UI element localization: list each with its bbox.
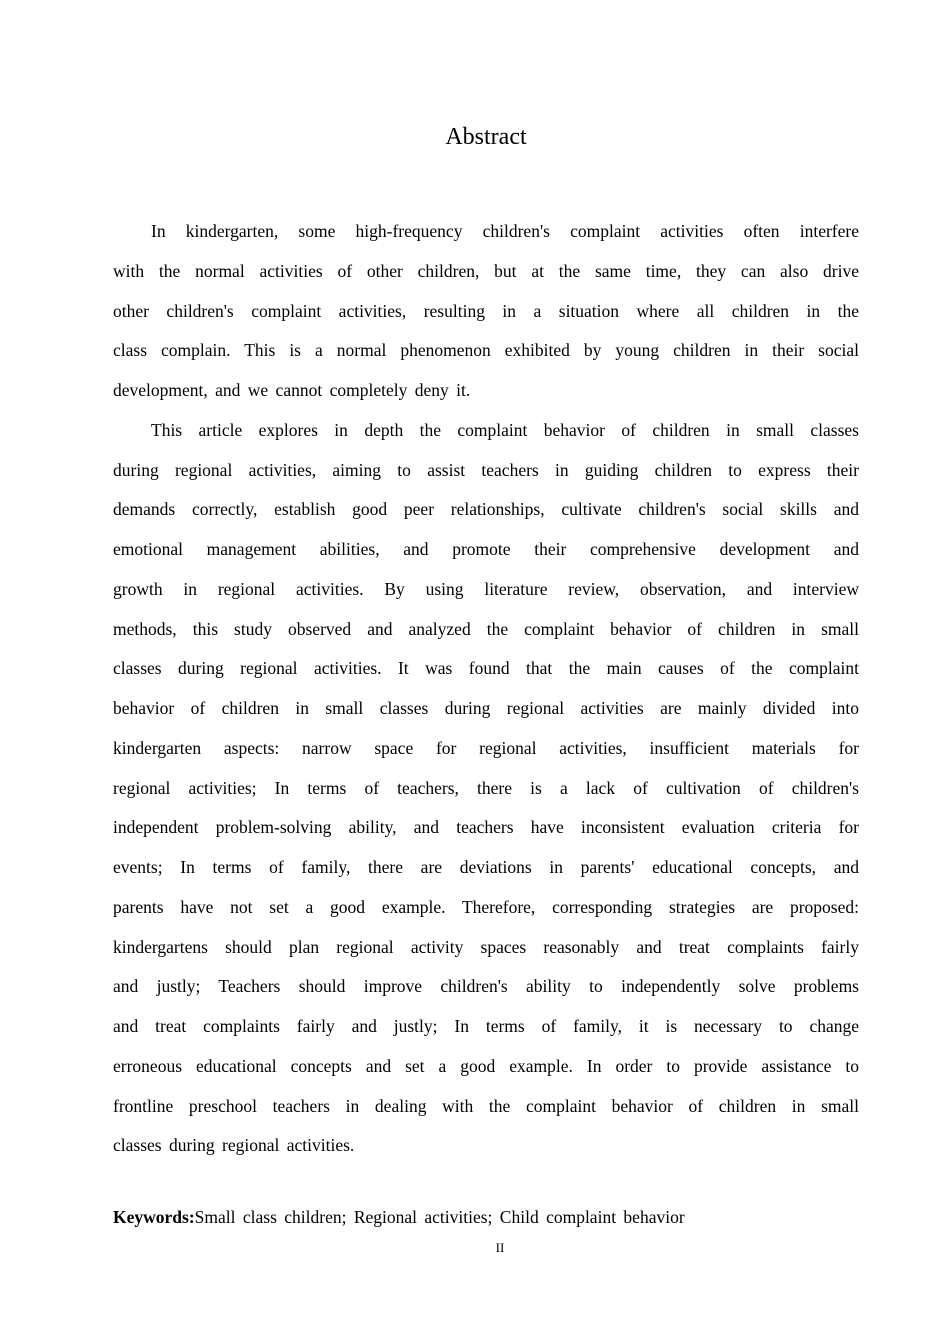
paragraph-line: and treat complaints fairly and justly; In terms of family, it is necessary to change: [113, 1016, 859, 1036]
paragraph-line: development, and we cannot completely deny it.: [113, 380, 471, 400]
paragraph-line: emotional management abilities, and promote their comprehensive development and: [113, 539, 859, 559]
paragraph-line: erroneous educational concepts and set a good example. In order to provide assistance to: [113, 1055, 859, 1076]
page-number: II: [495, 1240, 505, 1255]
paragraph-line: kindergarten aspects: narrow space for regional activities, insufficient materials for: [113, 737, 859, 758]
paragraph-line: independent problem-solving ability, and teachers have inconsistent evaluation criteria for: [113, 817, 859, 838]
keywords-line: [113, 1207, 685, 1228]
paragraph-line: behavior of children in small classes during regional activities are mainly divided into: [113, 698, 859, 718]
paragraph: [113, 218, 859, 417]
paragraph-line: methods, this study observed and analyzed the complaint behavior of children in small: [113, 618, 859, 639]
paragraph-line: classes during regional activities. It was found that the main causes of the complaint: [113, 658, 859, 679]
abstract-title: Abstract: [445, 124, 527, 150]
paragraph-line: regional activities; In terms of teachers, there is a lack of cultivation of children's: [113, 777, 859, 798]
paragraph-line: during regional activities, aiming to assist teachers in guiding children to express their: [113, 459, 859, 480]
paragraph-line: kindergartens should plan regional activity spaces reasonably and treat complaints fairly: [113, 936, 859, 957]
paragraph-line: This article explores in depth the complaint behavior of children in small classes: [151, 419, 859, 440]
abstract-body: [113, 218, 859, 1172]
paragraph-line: In kindergarten, some high-frequency children's complaint activities often interfere: [151, 221, 859, 241]
paragraph-line: and justly; Teachers should improve children's ability to independently solve problems: [113, 976, 859, 997]
paragraph-line: events; In terms of family, there are deviations in parents' educational concepts, and: [113, 857, 859, 877]
paragraph-line: with the normal activities of other children, but at the same time, they can also drive: [113, 260, 859, 281]
paragraph-line: parents have not set a good example. Therefore, corresponding strategies are proposed:: [113, 896, 859, 917]
paragraph-line: demands correctly, establish good peer relationships, cultivate children's social skills and: [113, 499, 859, 520]
paragraph-line: class complain. This is a normal phenomenon exhibited by young children in their social: [113, 340, 859, 361]
paragraph-line: frontline preschool teachers in dealing with the complaint behavior of children in small: [113, 1095, 859, 1116]
paragraph-line: other children's complaint activities, resulting in a situation where all children in the: [113, 300, 859, 321]
paragraph: [113, 417, 859, 1172]
keywords-value: Small class children; Regional activities; Child complaint behavior: [194, 1207, 685, 1227]
paragraph-line: growth in regional activities. By using literature review, observation, and interview: [113, 578, 859, 599]
keywords-label: Keywords:: [113, 1207, 195, 1227]
paragraph-line: classes during regional activities.: [113, 1135, 355, 1156]
